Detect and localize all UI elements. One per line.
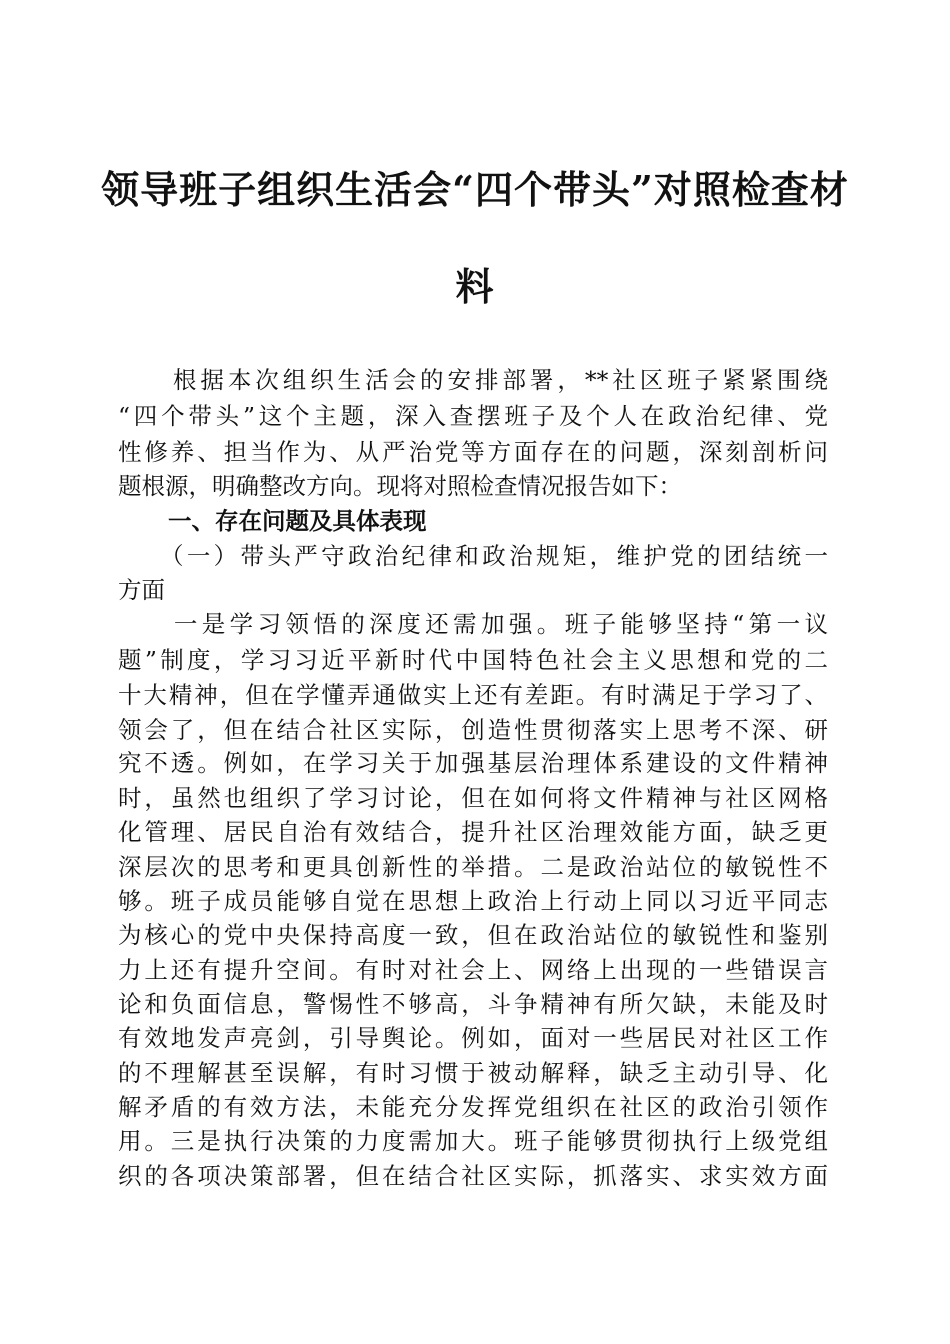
paragraph-line: 织的各项决策部署，但在结合社区实际，抓落实、求实效方面 [118, 1162, 828, 1190]
section-heading: 一、存在问题及具体表现 [168, 507, 427, 535]
paragraph-line: 论和负面信息，警惕性不够高，斗争精神有所欠缺，未能及时 [118, 990, 828, 1018]
paragraph-line: 有效地发声亮剑，引导舆论。例如，面对一些居民对社区工作 [118, 1024, 828, 1052]
paragraph-line: 十大精神，但在学懂弄通做实上还有差距。有时满足于学习了、 [118, 681, 828, 709]
paragraph-line: 究不透。例如，在学习关于加强基层治理体系建设的文件精神 [118, 749, 828, 777]
paragraph-line: 够。班子成员能够自觉在思想上政治上行动上同以习近平同志 [118, 887, 828, 915]
paragraph-line: 性修养、担当作为、从严治党等方面存在的问题，深刻剖析问 [118, 438, 828, 466]
paragraph-line: 一是学习领悟的深度还需加强。班子能够坚持“第一议 [118, 610, 828, 638]
paragraph-line: 深层次的思考和更具创新性的举措。二是政治站位的敏锐性不 [118, 853, 828, 881]
paragraph-line: 解矛盾的有效方法，未能充分发挥党组织在社区的政治引领作 [118, 1093, 828, 1121]
paragraph-line: 的不理解甚至误解，有时习惯于被动解释，缺乏主动引导、化 [118, 1059, 828, 1087]
paragraph-line: 为核心的党中央保持高度一致，但在政治站位的敏锐性和鉴别 [118, 921, 828, 949]
document-title-line-2: 料 [455, 264, 495, 309]
paragraph-line: “四个带头”这个主题，深入查摆班子及个人在政治纪律、党 [118, 402, 828, 430]
paragraph-line: 题”制度，学习习近平新时代中国特色社会主义思想和党的二 [118, 646, 828, 674]
paragraph-line: 时，虽然也组织了学习讨论，但在如何将文件精神与社区网格 [118, 784, 828, 812]
paragraph-line: 领会了，但在结合社区实际，创造性贯彻落实上思考不深、研 [118, 716, 828, 744]
subsection-heading-line: （一）带头严守政治纪律和政治规矩，维护党的团结统一 [118, 542, 828, 570]
paragraph-line: 力上还有提升空间。有时对社会上、网络上出现的一些错误言 [118, 956, 828, 984]
paragraph-line: 用。三是执行决策的力度需加大。班子能够贯彻执行上级党组 [118, 1127, 828, 1155]
paragraph-line: 化管理、居民自治有效结合，提升社区治理效能方面，缺乏更 [118, 818, 828, 846]
paragraph-line: 根据本次组织生活会的安排部署，**社区班子紧紧围绕 [118, 366, 828, 394]
document-title-line-1: 领导班子组织生活会“四个带头”对照检查材 [101, 167, 849, 212]
subsection-heading-line: 方面 [118, 576, 165, 604]
paragraph-line: 题根源，明确整改方向。现将对照检查情况报告如下： [118, 472, 682, 500]
